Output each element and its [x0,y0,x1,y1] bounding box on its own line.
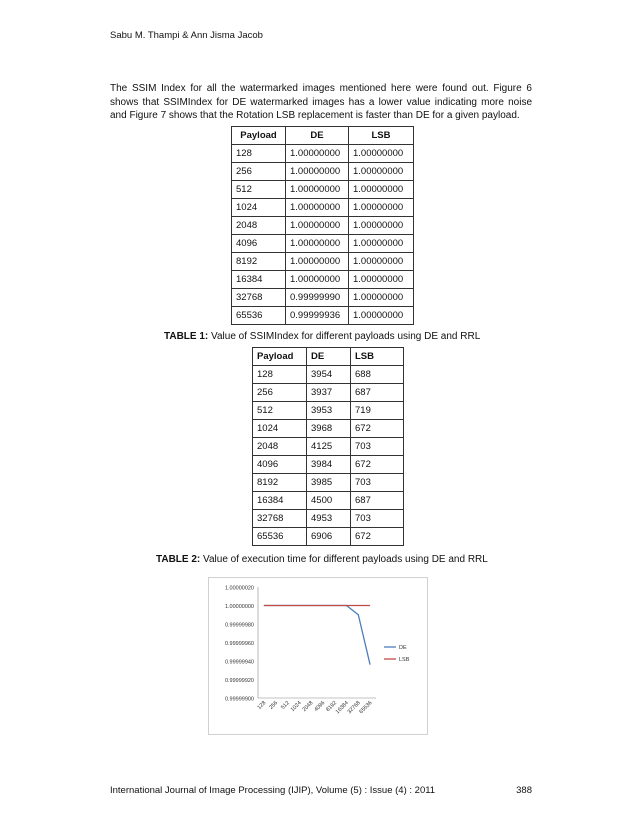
table-cell: 1.00000000 [349,163,414,181]
table-cell: 4096 [232,235,286,253]
table-row [253,366,404,384]
table-cell: 6906 [307,528,351,546]
ssim-line-chart [208,577,428,735]
column-header: LSB [349,127,414,145]
table-cell: 1.00000000 [286,199,349,217]
table-cell: 256 [253,384,307,402]
table-cell: 703 [351,438,404,456]
table-row [253,384,404,402]
table-cell: 2048 [232,217,286,235]
table2-caption [156,554,488,565]
x-tick-label: 1024 [289,700,303,714]
table-cell: 16384 [232,271,286,289]
table-cell: 65536 [232,307,286,325]
table-cell: 16384 [253,492,307,510]
table-cell: 512 [232,181,286,199]
table-row [253,402,404,420]
table-cell: 8192 [232,253,286,271]
y-tick-label: 1.00000000 [224,604,254,610]
column-header: DE [286,127,349,145]
table-cell: 4125 [307,438,351,456]
running-header: Sabu M. Thampi & Ann Jisma Jacob [110,30,263,41]
table-cell: 512 [253,402,307,420]
table-cell: 3985 [307,474,351,492]
table-header-row [253,348,404,366]
table-row [232,199,414,217]
table-cell: 3984 [307,456,351,474]
caption-label: TABLE 2: [156,554,201,565]
table-cell: 687 [351,492,404,510]
y-tick-label: 0.99999900 [224,696,254,703]
table-row [253,456,404,474]
x-tick-label: 2048 [301,700,315,714]
table-cell: 1.00000000 [286,271,349,289]
table-row [253,510,404,528]
table-cell: 1.00000000 [349,271,414,289]
y-tick-label: 0.99999980 [224,622,254,629]
y-tick-label: 0.99999960 [224,641,254,647]
table-cell: 1024 [232,199,286,217]
table-cell: 4500 [307,492,351,510]
table-row [232,235,414,253]
table-cell: 4953 [307,510,351,528]
table-cell: 1.00000000 [286,145,349,163]
table-cell: 672 [351,456,404,474]
table-cell: 3968 [307,420,351,438]
table-cell: 672 [351,528,404,546]
table-row [253,438,404,456]
column-header: LSB [351,348,404,366]
table-header-row [232,127,414,145]
column-header: Payload [253,348,307,366]
table-cell: 1.00000000 [286,181,349,199]
table-execution-time [252,347,404,546]
table-cell: 1024 [253,420,307,438]
table-cell: 1.00000000 [349,307,414,325]
y-tick-label: 0.99999920 [224,678,254,684]
x-tick-label: 4096 [313,700,327,714]
legend-label-lsb: LSB [399,657,410,663]
page-footer [110,785,532,796]
table-cell: 3953 [307,402,351,420]
table-cell: 1.00000000 [286,253,349,271]
table-cell: 3954 [307,366,351,384]
table-cell: 703 [351,510,404,528]
column-header: Payload [232,127,286,145]
y-tick-label: 0.99999940 [224,659,254,666]
table-cell: 128 [253,366,307,384]
table-cell: 0.99999936 [286,307,349,325]
table-cell: 32768 [232,289,286,307]
table-row [232,181,414,199]
caption-text: Value of execution time for different payloads using DE and RRL [200,554,488,565]
table-ssim [231,126,414,325]
table-cell: 1.00000000 [286,163,349,181]
table-row [232,145,414,163]
table-cell: 1.00000000 [349,199,414,217]
table-cell: 1.00000000 [286,235,349,253]
table-cell: 703 [351,474,404,492]
table-cell: 3937 [307,384,351,402]
table-cell: 0.99999990 [286,289,349,307]
table-cell: 1.00000000 [349,253,414,271]
table-cell: 1.00000000 [349,181,414,199]
x-tick-label: 256 [268,700,280,711]
table-cell: 65536 [253,528,307,546]
table-row [253,420,404,438]
table-cell: 32768 [253,510,307,528]
table-cell: 688 [351,366,404,384]
table-row [253,492,404,510]
table-cell: 8192 [253,474,307,492]
table-cell: 687 [351,384,404,402]
table-row [232,271,414,289]
legend-label-de: DE [399,645,407,651]
x-tick-label: 128 [256,700,268,711]
table-cell: 256 [232,163,286,181]
table-row [232,253,414,271]
column-header: DE [307,348,351,366]
page-number: 388 [516,785,532,796]
y-tick-label: 1.00000020 [224,585,254,592]
table-cell: 672 [351,420,404,438]
table-cell: 2048 [253,438,307,456]
caption-label: TABLE 1: [164,331,209,342]
table-cell: 1.00000000 [286,217,349,235]
table-cell: 1.00000000 [349,235,414,253]
table-row [232,217,414,235]
journal-citation: International Journal of Image Processing (IJIP), Volume (5) : Issue (4) : 2011 [110,785,436,796]
table-cell: 1.00000000 [349,217,414,235]
x-tick-label: 512 [280,700,291,711]
table-row [232,307,414,325]
x-tick-label: 8192 [325,700,339,714]
caption-text: Value of SSIMIndex for different payloads using DE and RRL [208,331,481,342]
table-cell: 1.00000000 [349,289,414,307]
table-cell: 128 [232,145,286,163]
x-tick-label: 65536 [358,700,374,716]
table-row [253,528,404,546]
x-tick-label: 16384 [334,700,350,716]
table-row [253,474,404,492]
table-row [232,163,414,181]
table-cell: 719 [351,402,404,420]
table1-caption [164,331,480,342]
table-cell: 1.00000000 [349,145,414,163]
body-paragraph: The SSIM Index for all the watermarked images mentioned here were found out. Figure 6 shows that SSIMIndex for DE watermarked images has a lower value indicating more noise and Figure 7 shows that the Rotation LSB replacement is faster than DE for a given payload. [110,83,532,121]
x-tick-label: 32768 [346,700,362,716]
table-row [232,289,414,307]
table-cell: 4096 [253,456,307,474]
